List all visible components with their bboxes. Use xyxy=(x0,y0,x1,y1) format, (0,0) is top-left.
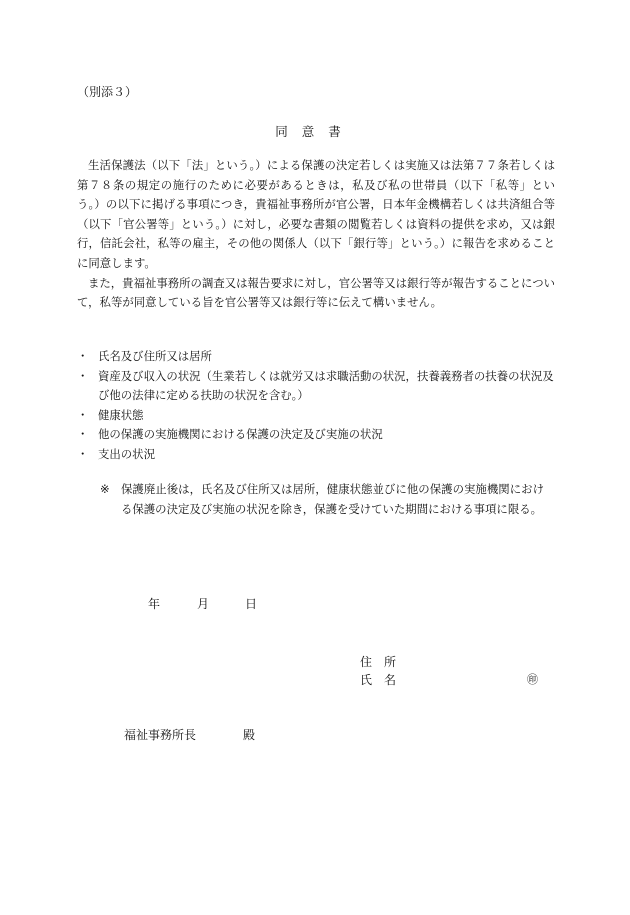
list-item-text: 氏名及び住所又は居所 xyxy=(98,349,212,363)
addressee-office: 福祉事務所長 xyxy=(124,728,197,742)
name-label: 氏名 xyxy=(360,673,409,687)
list-item xyxy=(77,406,557,426)
attachment-label: （別添３） xyxy=(77,85,138,99)
address-label: 住所 xyxy=(360,655,409,669)
seal-mark: ㊞ xyxy=(527,673,538,686)
note-mark: ※ xyxy=(100,482,110,496)
bullet-icon: ・ xyxy=(77,427,89,442)
document-title: 同意書 xyxy=(275,124,355,139)
body-text xyxy=(77,156,555,313)
bullet-icon: ・ xyxy=(77,349,89,363)
list-item xyxy=(77,425,557,445)
consent-items-list xyxy=(77,347,557,465)
bullet-icon: ・ xyxy=(77,446,89,461)
body-paragraph-1: 生活保護法（以下「法」という。）による保護の決定若しくは実施又は法第７７条若しくは第７８条の規定の施行のために必要があるときは，私及び私の世帯員（以下「私等」という。）の以下に掲げる事項につき，貴福祉事務所が官公署，日本年金機構若しくは共済組合等（以下「官公署等」という。）に対し，必要な書類の閲覧若しくは資料の提供を求め，又は銀行，信託会社，私等の雇主，その他の関係人（以下「銀行等」という。）に報告を求めることに同意します。 xyxy=(77,158,555,270)
date-day-label: 日 xyxy=(245,597,258,611)
list-item-text: 他の保護の実施機関における保護の決定及び実施の状況 xyxy=(98,427,383,442)
bullet-icon: ・ xyxy=(77,368,89,383)
list-item xyxy=(77,347,557,367)
date-month-label: 月 xyxy=(197,597,210,611)
list-item-text: 資産及び収入の状況（生業若しくは就労又は求職活動の状況，扶養義務者の扶養の状況及び他の法律に定める扶助の状況を含む。） xyxy=(98,368,554,403)
addressee-honorific: 殿 xyxy=(243,728,256,742)
bullet-icon: ・ xyxy=(77,407,89,422)
list-item xyxy=(77,445,557,465)
note-text: 保護廃止後は，氏名及び住所又は居所，健康状態並びに他の保護の実施機関における保護の決定及び実施の状況を除き，保護を受けていた期間における事項に限る。 xyxy=(121,482,544,516)
list-item-text: 支出の状況 xyxy=(98,446,155,461)
date-year-label: 年 xyxy=(148,597,161,611)
body-paragraph-2: また，貴福祉事務所の調査又は報告要求に対し，官公署等又は銀行等が報告することについて，私等が同意している旨を官公署等又は銀行等に伝えて構いません。 xyxy=(77,275,555,310)
list-item xyxy=(77,367,557,406)
list-item-text: 健康状態 xyxy=(98,407,144,422)
